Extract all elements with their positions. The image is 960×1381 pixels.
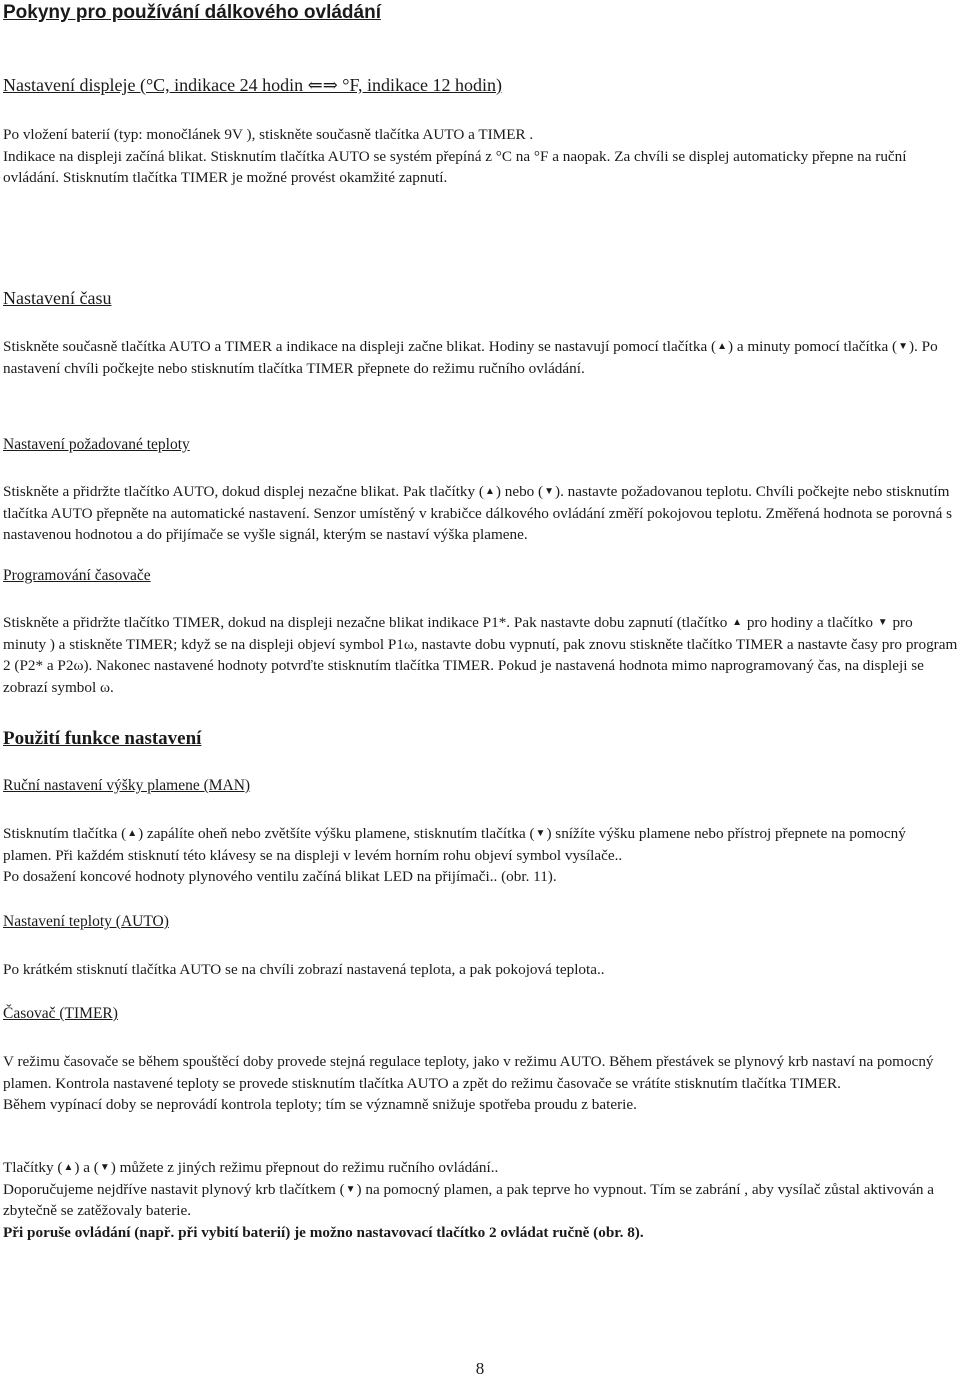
timer-paragraph [3, 1051, 958, 1116]
section-heading-manual: Ruční nastavení výšky plamene (MAN) [3, 777, 251, 794]
manual-line-2: Po dosažení koncové hodnoty plynového ventilu začíná blikat LED na přijímači.. (obr. 11). [3, 868, 557, 886]
timerprog-text-2: pro hodiny a tlačítko [746, 614, 873, 631]
down-arrow-icon: ▼ [345, 1183, 356, 1195]
down-arrow-icon: ▼ [877, 617, 888, 628]
up-arrow-icon: ▲ [717, 341, 727, 352]
temp-text-2: ) nebo ( [495, 483, 544, 500]
timer-line-3 [3, 1157, 958, 1179]
auto-paragraph: Po krátkém stisknutí tlačítka AUTO se na chvíli zobrazí nastavená teplota, a pak pokojová teplota.. [3, 961, 605, 978]
temp-text-3: ). nastavte požadovanou teplotu. Chvíli počkejte nebo stisknutím tlačítka AUTO přepněte na automatické nastavení. Senzor umístěný v krabičce dálkového ovládání změří pokojovou teplotu. Změřená hodnota se porovná s nastavenou hodnotou a do přijímače se vyšle signál, kterým se nastaví výška plamene. [3, 483, 953, 544]
down-arrow-icon: ▼ [898, 341, 908, 352]
time-text-1: Stiskněte současně tlačítka AUTO a TIMER a indikace na displeji začne blikat. Hodiny se nastavují pomocí tlačítka ( [3, 338, 717, 355]
timer-text-3b: ) a ( [74, 1159, 99, 1176]
timer-text-3c: ) můžete z jiných režimu přepnout do režimu ručního ovládání.. [110, 1159, 499, 1176]
timer-paragraph-2 [3, 1157, 958, 1243]
section-heading-auto: Nastavení teploty (AUTO) [3, 913, 169, 930]
display-paragraph [3, 124, 958, 189]
temperature-paragraph [3, 481, 958, 546]
section-heading-display: Nastavení displeje (°C, indikace 24 hodin ⇐⇒ °F, indikace 12 hodin) [3, 75, 503, 95]
timer-text-3a: Tlačítky ( [3, 1159, 63, 1176]
timer-text-2: Během vypínací doby se neprovádí kontrola teploty; tím se významně snižuje spotřeba proudu z baterie. [3, 1096, 637, 1114]
timerprog-text-1: Stiskněte a přidržte tlačítko TIMER, dokud na displeji nezačne blikat indikace P1*. Pak nastavte dobu zapnutí (tlačítko [3, 614, 728, 631]
page-number: 8 [475, 1359, 485, 1378]
manual-paragraph [3, 823, 958, 888]
document-title: Pokyny pro používání dálkového ovládání [3, 2, 381, 23]
timer-line-4 [3, 1179, 958, 1222]
down-arrow-icon: ▼ [544, 486, 555, 497]
up-arrow-icon: ▲ [732, 617, 743, 628]
down-arrow-icon: ▼ [99, 1162, 110, 1173]
timer-text-4a: Doporučujeme nejdříve nastavit plynový krb tlačítkem ( [3, 1180, 345, 1198]
time-text-3: ). Po nastavení chvíli počkejte nebo stisknutím tlačítka TIMER přepnete do režimu ručního ovládání. [3, 338, 938, 377]
down-arrow-icon: ▼ [535, 828, 546, 839]
display-line-1: Po vložení baterií (typ: monočlánek 9V ), stiskněte současně tlačítka AUTO a TIMER . [3, 126, 534, 143]
time-paragraph [3, 336, 958, 379]
man-text-2: ) zapálíte oheň nebo zvětšíte výšku plamene, stisknutím tlačítka ( [138, 825, 535, 842]
timer-text-1: V režimu časovače se během spouštěcí doby provede stejná regulace teploty, jako v režimu AUTO. Během přestávek se plynový krb nastaví na pomocný plamen. Kontrola nastavené teploty se provede stisknutím tlačítka AUTO a zpět do režimu časovače se vrátíte stisknutím tlačítka TIMER. [3, 1053, 934, 1092]
man-text-1: Stisknutím tlačítka ( [3, 825, 127, 842]
temp-text-1: Stiskněte a přidržte tlačítko AUTO, dokud displej nezačne blikat. Pak tlačítky ( [3, 483, 484, 500]
section-heading-time: Nastavení času [3, 288, 112, 308]
up-arrow-icon: ▲ [127, 828, 138, 839]
timer-text-4b: ) na pomocný plamen, a pak teprve ho vypnout. Tím se zabrání , aby vysílač zůstal aktivován a zbytečně se zatěžovaly baterie. [3, 1180, 935, 1220]
display-line-2: Indikace na displeji začíná blikat. Stisknutím tlačítka AUTO se systém přepíná z °C na °F a naopak. Za chvíli se displej automaticky přepne na ruční ovládání. Stisknutím tlačítka TIMER je možné provést okamžité zapnutí. [3, 147, 907, 187]
section-heading-usage: Použití funkce nastavení [3, 728, 202, 749]
manual-line-1 [3, 823, 958, 866]
timerprog-text-3: pro minuty ) a stiskněte TIMER; když se na displeji objeví symbol P1ω, nastavte dobu vypnutí, pak znovu stiskněte tlačítko TIMER a nastavte časy pro program 2 (P2* a P2ω). Nakonec nastavené hodnoty potvrďte stisknutím tlačítka TIMER. Pokud je nastavená hodnota mimo naprogramovaný čas, na displeji se zobrazí symbol ω. [3, 614, 958, 696]
section-heading-timer-programming: Programování časovače [3, 567, 151, 584]
man-text-3: ) snížíte výšku plamene nebo přístroj přepnete na pomocný plamen. Při každém stisknutí této klávesy se na displeji v levém horním rohu objeví symbol vysílače.. [3, 825, 906, 864]
up-arrow-icon: ▲ [63, 1162, 74, 1173]
section-heading-temperature: Nastavení požadované teploty [3, 436, 190, 453]
timer-programming-paragraph [3, 612, 958, 698]
section-heading-timer: Časovač (TIMER) [3, 1005, 118, 1022]
up-arrow-icon: ▲ [484, 486, 495, 497]
time-text-2: ) a minuty pomocí tlačítka ( [727, 338, 898, 355]
timer-warning: Při poruše ovládání (např. při vybití baterií) je možno nastavovací tlačítko 2 ovládat ručně (obr. 8). [3, 1223, 644, 1241]
